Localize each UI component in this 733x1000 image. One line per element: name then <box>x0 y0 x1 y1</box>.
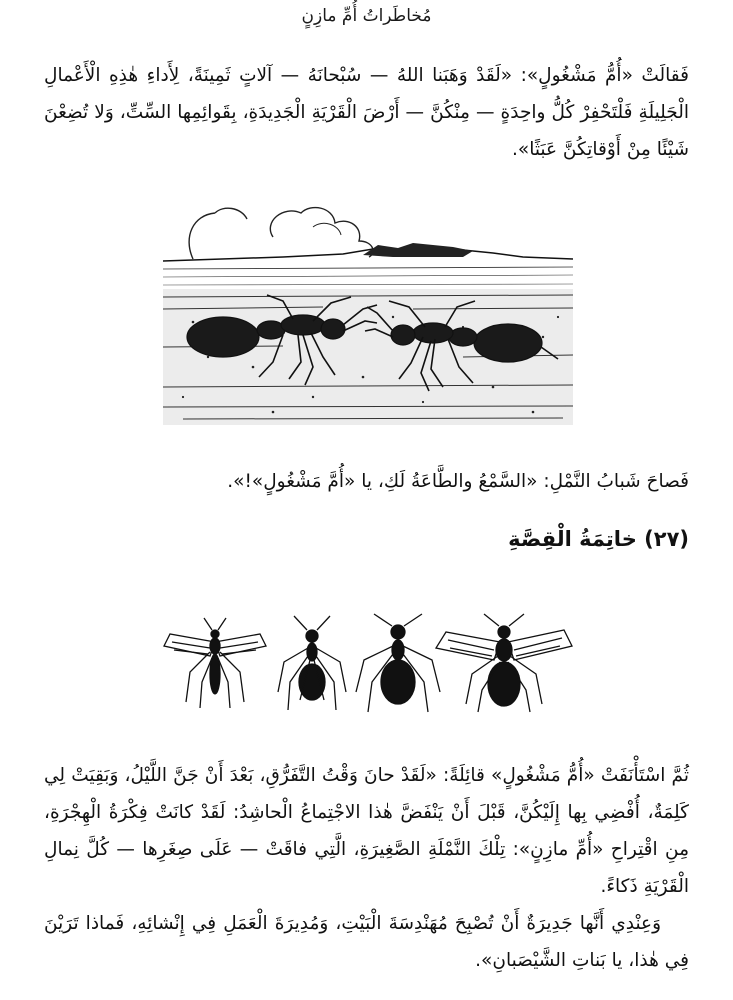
paragraph-3: ثُمَّ اسْتَأْنَفَتْ «أُمُّ مَشْغُولٍ» قائِلَةً: «لَقَدْ حانَ وَقْتُ التَّفَرُّقِ، بَعْدَ أَنْ جَنَّ اللَّيْلُ، وَبَقِيَتْ لِي كَلِمَةٌ، أُفْضِي بِها إِلَيْكُنَّ، قَبْلَ أَنْ يَنْفَضَّ هٰذا الاجْتِماعُ الْحاشِدُ: لَقَدْ كانَتْ فِكْرَةُ الْهِجْرَةِ، مِنِ اقْتِراحِ «أُمِّ مازِنٍ»: تِلْكَ النَّمْلَةِ الصَّغِيرَةِ، الَّتِي فاقَتْ — عَلَى صِغَرِها — كُلَّ نِمالِ الْقَرْيَةِ ذَكاءً. <box>44 765 689 897</box>
paragraph-4: وَعِنْدِي أَنَّها جَدِيرَةٌ أَنْ تُصْبِحَ مُهَنْدِسَةَ الْبَيْتِ، وَمُدِيرَةَ الْعَمَلِ فِي إِنْشائِهِ، فَماذا تَرَيْنَ فِي هٰذا، يا بَناتِ الشَّيْصَبانِ». <box>44 913 689 971</box>
paragraph-2: فَصاحَ شَبابُ النَّمْلِ: «السَّمْعُ والطَّاعَةُ لَكِ، يا «أُمَّ مَشْغُولٍ»!». <box>227 471 689 492</box>
running-header: مُخاطَراتُ أُمِّ مازِنٍ <box>301 6 432 26</box>
two-ants-illustration <box>163 197 573 425</box>
four-ants-illustration <box>160 612 576 716</box>
section-title: (٢٧) خاتِمَةُ الْقِصَّةِ <box>508 527 689 551</box>
paragraph-1: فَقالَتْ «أُمُّ مَشْغُولٍ»: «لَقَدْ وَهَبَنا اللهُ — سُبْحانَهُ — آلاتٍ ثَمِينَةً، لِأَداءِ هٰذِهِ الْأَعْمالِ الْجَلِيلَةِ فَلْتَحْفِرْ كُلُّ واحِدَةٍ — مِنْكُنَّ — أَرْضَ الْقَرْيَةِ الْجَدِيدَةِ، بِقَوائِمِها السِّتِّ، وَلا تُضِعْنَ شَيْئًا مِنْ أَوْقاتِكُنَّ عَبَثًا». <box>44 65 689 160</box>
